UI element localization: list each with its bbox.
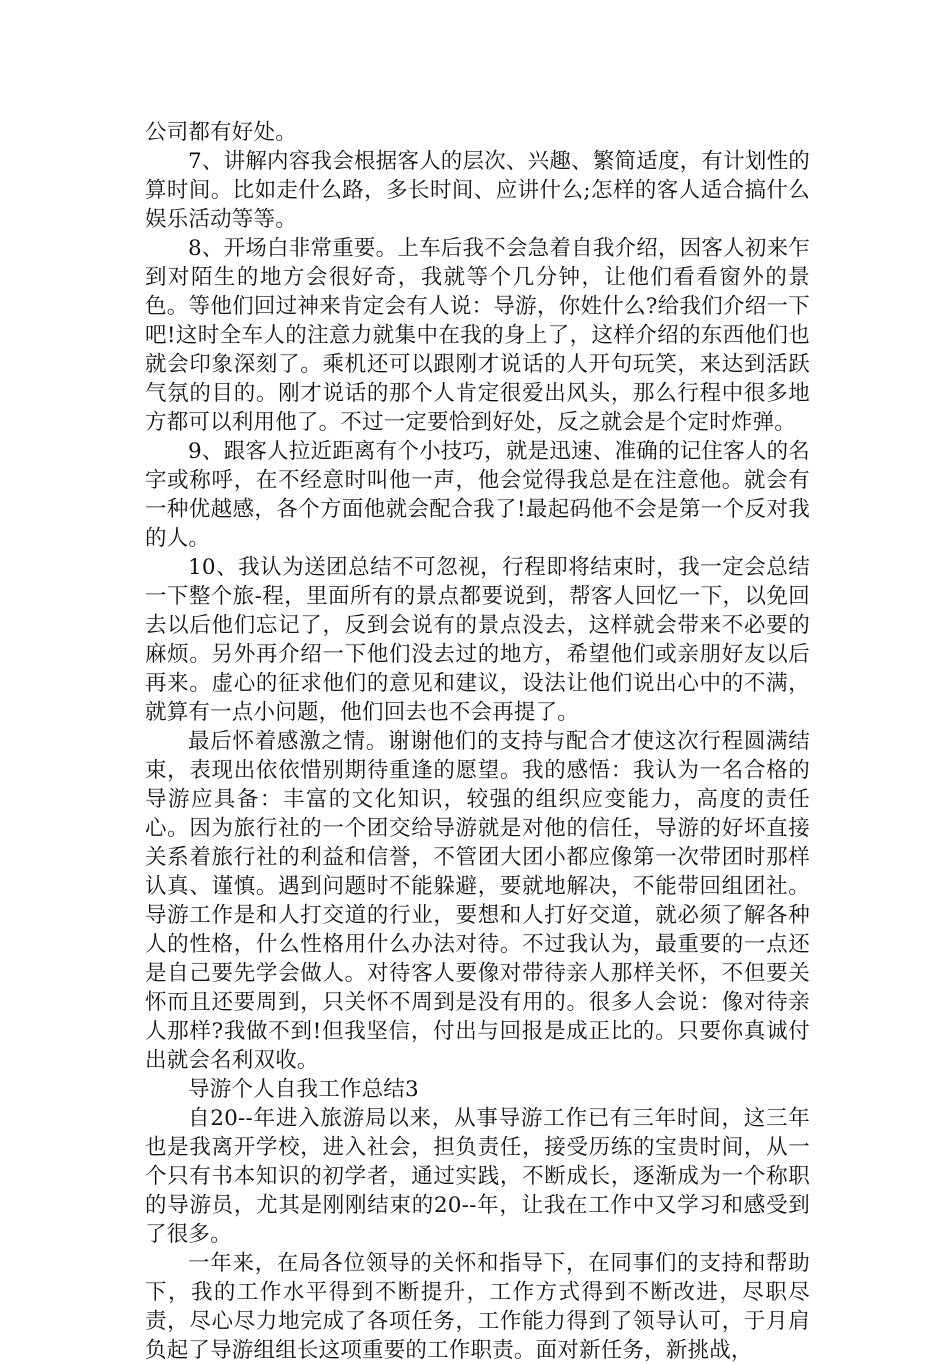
- section-heading: 导游个人自我工作总结3: [188, 1077, 419, 1102]
- paragraph-item-10: 10、我认为送团总结不可忽视，行程即将结束时，我一定会总结一下整个旅-程，里面所有的景点都要说到，帮客人回忆一下，以免回去以后他们忘记了，反到会说有的景点没去，这样就会带来不必要的麻烦。另外再介绍一下他们没去过的地方，希望他们或亲朋好友以后再来。虚心的征求他们的意见和建议，设法让他们说出心中的不满，就算有一点小问题，他们回去也不会再提了。: [145, 555, 810, 725]
- paragraph-item-8: 8、开场白非常重要。上车后我不会急着自我介绍，因客人初来乍到对陌生的地方会很好奇，我就等个几分钟，让他们看看窗外的景色。等他们回过神来肯定会有人说：导游，你姓什么?给我们介绍一下吧!这时全车人的注意力就集中在我的身上了，这样介绍的东西他们也就会印象深刻了。乘机还可以跟刚才说话的人开句玩笑，来达到活跃气氛的目的。刚才说话的那个人肯定很爱出风头，那么行程中很多地方都可以利用他了。不过一定要恰到好处，反之就会是个定时炸弹。: [145, 236, 810, 435]
- paragraph-conclusion: 最后怀着感激之情。谢谢他们的支持与配合才使这次行程圆满结束，表现出依依惜别期待重逢的愿望。我的感悟：我认为一名合格的导游应具备：丰富的文化知识，较强的组织应变能力，高度的责任心。因为旅行社的一个团交给导游就是对他的信任，导游的好坏直接关系着旅行社的利益和信誉，不管团大团小都应像第一次带团时那样认真、谨慎。遇到问题时不能躲避，要就地解决，不能带回组团社。导游工作是和人打交道的行业，要想和人打好交道，就必须了解各种人的性格，什么性格用什么办法对待。不过我认为，最重要的一点还是自己要先学会做人。对待客人要像对带待亲人那样关怀，不但要关怀而且还要周到，只关怀不周到是没有用的。很多人会说：像对待亲人那样?我做不到!但我坚信，付出与回报是成正比的。只要你真诚付出就会名利双收。: [145, 729, 810, 1073]
- document-body: [145, 118, 810, 1365]
- section-paragraph-year: 一年来，在局各位领导的关怀和指导下，在同事们的支持和帮助下，我的工作水平得到不断提升，工作方式得到不断改进，尽职尽责，尽心尽力地完成了各项任务，工作能力得到了领导认可，于月肩负起了导游组组长这项重要的工作职责。面对新任务，新挑战，: [145, 1251, 810, 1363]
- section-paragraph-intro: 自20--年进入旅游局以来，从事导游工作已有三年时间，这三年也是我离开学校，进入社会，担负责任，接受历练的宝贵时间，从一个只有书本知识的初学者，通过实践，不断成长，逐渐成为一个称职的导游员，尤其是刚刚结束的20--年，让我在工作中又学习和感受到了很多。: [145, 1106, 810, 1247]
- paragraph-item-9: 9、跟客人拉近距离有个小技巧，就是迅速、准确的记住客人的名字或称呼，在不经意时叫他一声，他会觉得我总是在注意他。就会有一种优越感，各个方面他就会配合我了!最起码他不会是第一个反对我的人。: [145, 439, 810, 551]
- paragraph-item-7: 7、讲解内容我会根据客人的层次、兴趣、繁简适度，有计划性的算时间。比如走什么路，多长时间、应讲什么;怎样的客人适合搞什么娱乐活动等等。: [145, 149, 810, 232]
- paragraph-continuation: 公司都有好处。: [145, 120, 297, 145]
